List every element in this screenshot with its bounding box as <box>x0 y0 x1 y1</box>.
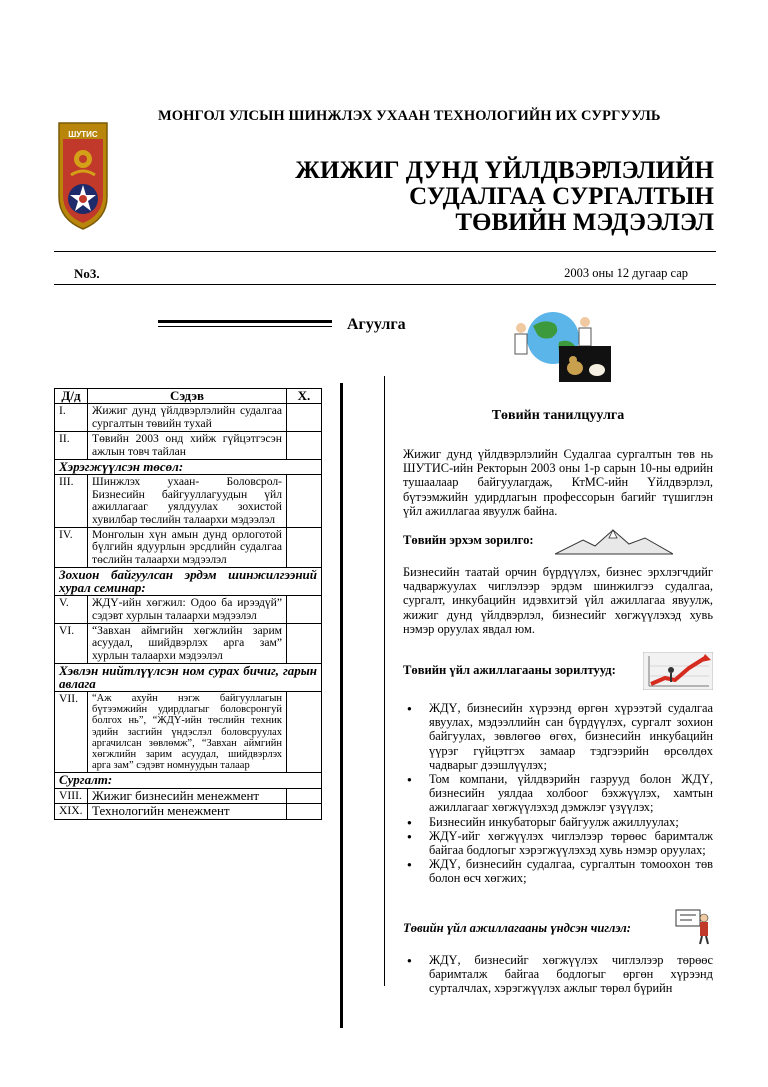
section-row <box>55 460 322 475</box>
row-number: IV. <box>55 528 88 568</box>
table-header-row <box>55 389 322 404</box>
article-intro <box>403 447 713 518</box>
directions-list-wrap <box>403 953 713 996</box>
section-title: Хэвлэн нийтлүүлсэн ном сурах бичиг, гарын авлага <box>55 664 322 692</box>
list-item: ● Том компани, үйлдвэрийн газрууд болон ЖДҮ, бизнесийн уялдаа холбоог бэхжүүлэх, хамтын ажиллагааг хөгжүүлэхэд дэмжлэг үзүүлэх; <box>429 772 713 815</box>
university-name: МОНГОЛ УЛСЫН ШИНЖЛЭХ УХААН ТЕХНОЛОГИЙН ИХ СУРГУУЛЬ <box>158 108 661 124</box>
row-number: VIII. <box>55 788 88 803</box>
contents-table <box>54 388 322 820</box>
university-logo <box>55 117 111 232</box>
row-page <box>287 404 322 432</box>
row-number: I. <box>55 404 88 432</box>
row-topic: Жижиг дунд үйлдвэрлэлийн судалгаа сургалтын төвийн тухай <box>88 404 287 432</box>
list-item: ● ЖДҮ-ийг хөгжүүлэх чиглэлээр төрөөс баримталж байгаа бодлогыг хэрэгжүүлэхэд хувь нэмэр оруулах; <box>429 829 713 857</box>
row-topic: Технологийн менежмент <box>88 804 287 819</box>
row-topic: Монголын хүн амын дунд орлоготой бүлгийн ядуурлын эрсдлийн судалгаа төслийн талаархи мэдээлэл <box>88 528 287 568</box>
contents-rule-thin <box>158 326 332 327</box>
table-row <box>55 404 322 432</box>
directions-heading: Төвийн үйл ажиллагааны үндсэн чиглэл: <box>403 921 631 935</box>
table-row <box>55 804 322 819</box>
title-line-3: ТӨВИЙН МЭДЭЭЛЭЛ <box>455 209 714 236</box>
row-page <box>287 475 322 528</box>
table-row <box>55 528 322 568</box>
row-topic: ЖДҮ-ийн хөгжил: Одоо ба ирээдүй” сэдэвт хурлын талаархи мэдээлэл <box>88 596 287 624</box>
row-topic: Шинжлэх ухаан- Боловсрол-Бизнесийн байгууллагуудын үйл ажиллагааг уялдуулах зохистой хувилбар төслийн талаархи мэдээлэл <box>88 475 287 528</box>
intro-paragraph: Жижиг дунд үйлдвэрлэлийн Судалгаа сургалтын төв нь ШУТИС-ийн Ректорын 2003 оны 1-р сарын 10-ны өдрийн тушаалаар байгуулагдаж, КтМС-ийн Үйлдвэрлэл, бүтээмжийн удирдлагын профессорын багийг түшиглэн үйл ажиллагаа явуулж байна. <box>403 447 713 518</box>
table-row <box>55 623 322 663</box>
list-item: ● ЖДҮ, бизнесийн хүрээнд өргөн хүрээтэй судалгаа явуулах, мэдээллийн сан бүрдүүлэх, сургалт зохион байгуулах, зөвлөгөө өгөх, бизнесийн инкубацийн үүрэг гүйцэтгэх замаар тэдгээрийн өрсөлдөх чадварыг дээшлүүлэх; <box>429 701 713 772</box>
row-topic: “Аж ахуйн нэгж байгууллагын бүтээмжийн удирдлагыг боловсронгуй болгох нь”, “ЖДҮ-ийн төслийн техник эдийн засгийн үндэслэл боловсруулах аргачилсан зөвлөмж”, “Завхан аймгийн хөгжлийн зарим асуудал, шийдвэрлэх арга зам” сэдэвт номнуудын талаар <box>88 691 287 772</box>
section-row <box>55 664 322 692</box>
header-rule-bottom <box>54 284 716 285</box>
goal-body <box>403 565 713 636</box>
header-rule-top <box>54 251 716 252</box>
table-row <box>55 691 322 772</box>
tasks-heading: Төвийн үйл ажиллагааны зорилтууд: <box>403 663 616 677</box>
row-page <box>287 691 322 772</box>
row-number: XIX. <box>55 804 88 819</box>
article-title: Төвийн танилцуулга <box>491 408 625 423</box>
presenter-figure-icon <box>672 906 714 946</box>
title-line-1: ЖИЖИГ ДУНД ҮЙЛДВЭРЛЭЛИЙН <box>295 157 714 184</box>
tasks-list <box>403 701 713 886</box>
col-page-header: Х. <box>287 389 322 404</box>
row-page <box>287 623 322 663</box>
col-number-header: Д/д <box>55 389 88 404</box>
table-row <box>55 432 322 460</box>
logo-text: ШУТИС <box>68 130 98 139</box>
row-number: III. <box>55 475 88 528</box>
row-page <box>287 596 322 624</box>
contents-rule-thick <box>158 320 332 323</box>
row-number: VI. <box>55 623 88 663</box>
newsletter-title <box>254 158 714 236</box>
growth-chart-icon <box>643 652 713 690</box>
column-rule-thin <box>384 376 385 986</box>
section-row <box>55 773 322 788</box>
row-page <box>287 788 322 803</box>
issue-number: No3. <box>74 266 100 281</box>
issue-date: 2003 оны 12 дугаар сар <box>564 266 688 280</box>
col-topic-header: Сэдэв <box>88 389 287 404</box>
tasks-list-wrap <box>403 701 713 886</box>
section-row <box>55 568 322 596</box>
title-line-2: СУДАЛГАА СУРГАЛТЫН <box>409 183 714 210</box>
row-topic: Төвийн 2003 онд хийж гүйцэтгэсэн ажлын товч тайлан <box>88 432 287 460</box>
row-number: VII. <box>55 691 88 772</box>
row-page <box>287 432 322 460</box>
table-row <box>55 788 322 803</box>
row-number: II. <box>55 432 88 460</box>
list-item: ● ЖДҮ, бизнесийн судалгаа, сургалтын томоохон төв болон өсч хөгжих; <box>429 857 713 885</box>
goal-heading: Төвийн эрхэм зорилго: <box>403 533 534 547</box>
section-title: Сургалт: <box>55 773 322 788</box>
row-page <box>287 528 322 568</box>
goal-paragraph: Бизнесийн таатай орчин бүрдүүлэх, бизнес эрхлэгчдийг чадваржуулах чиглэлээр эрдэм шинжилгээ судалгаа, сургалт, инкубацийн идэвхитэй үйл ажиллагаа явуулж, жижиг дунд үйлдвэрлэл, бизнесийг хөгжүүлэхэд хувь нэмэр оруулах явдал юм. <box>403 565 713 636</box>
table-row <box>55 475 322 528</box>
directions-list <box>403 953 713 996</box>
row-page <box>287 804 322 819</box>
row-topic: Жижиг бизнесийн менежмент <box>88 788 287 803</box>
section-title: Зохион байгуулсан эрдэм шинжилгээний хурал семинар: <box>55 568 322 596</box>
row-topic: “Завхан аймгийн хөгжлийн зарим асуудал, шийдвэрлэх арга зам” хурлын талаархи мэдээлэл <box>88 623 287 663</box>
column-rule-thick <box>340 383 343 1028</box>
section-title: Хэрэгжүүлсэн төсөл: <box>55 460 322 475</box>
row-number: V. <box>55 596 88 624</box>
contents-heading: Агуулга <box>347 316 406 333</box>
mountain-illustration <box>555 526 673 556</box>
list-item: ● Бизнесийн инкубаторыг байгуулж ажиллуулах; <box>429 815 713 829</box>
table-row <box>55 596 322 624</box>
list-item: ● ЖДҮ, бизнесийг хөгжүүлэх чиглэлээр төрөөс баримталж байгаа бодлогыг өргөн хүрээнд сурталчлах, хэрэгжүүлэх ажлыг төрөл бүрийн <box>429 953 713 996</box>
globe-people-illustration <box>503 308 615 384</box>
